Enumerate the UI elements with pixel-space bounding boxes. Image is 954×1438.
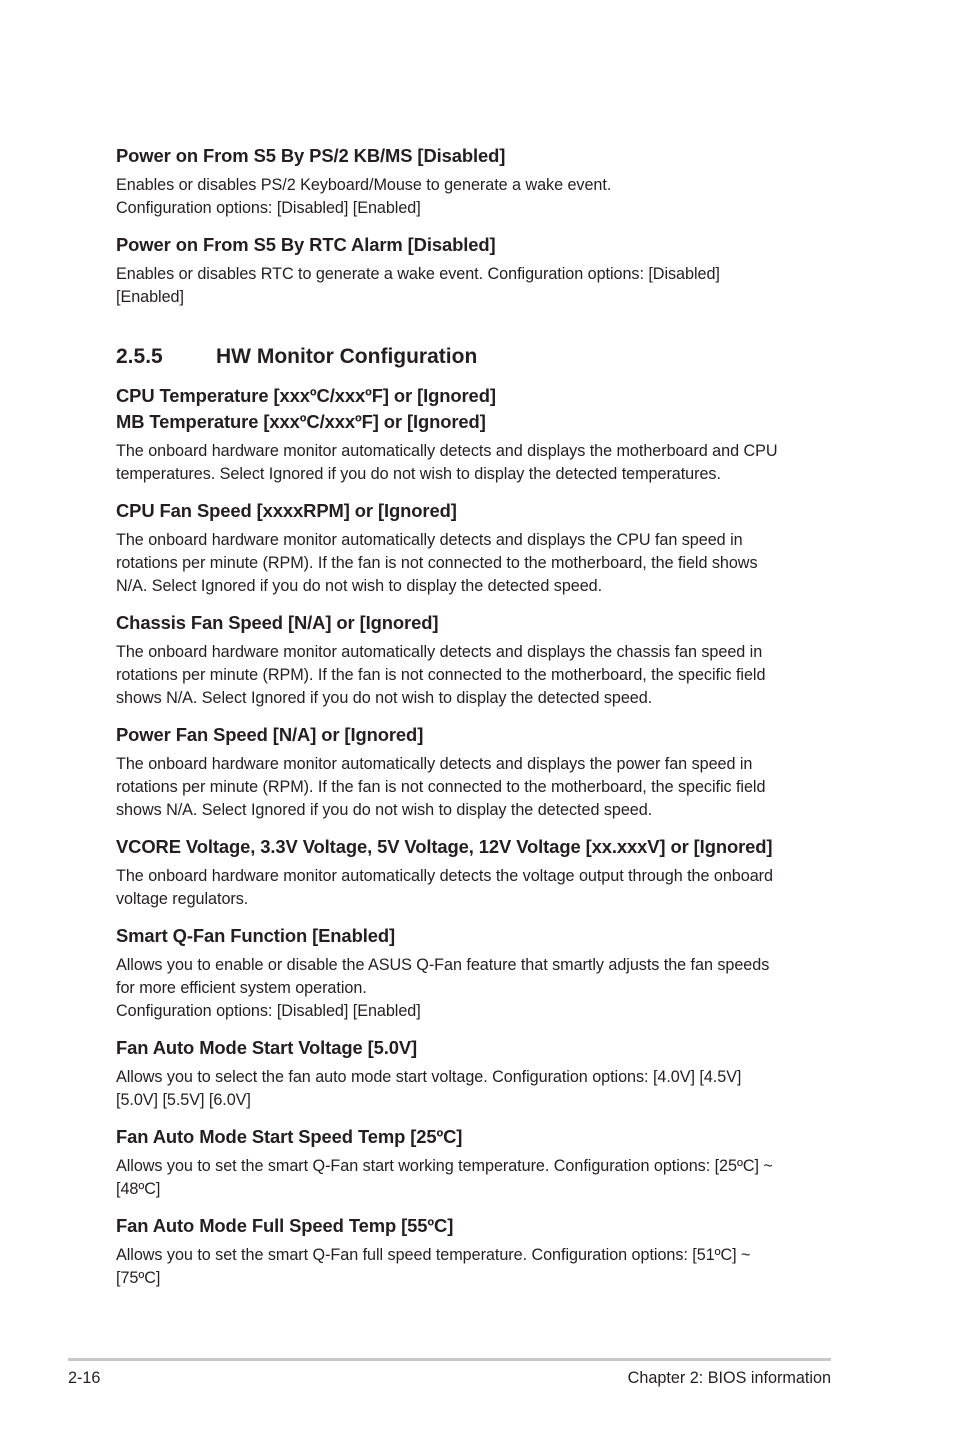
item-heading: Fan Auto Mode Start Speed Temp [25ºC] bbox=[116, 1126, 463, 1147]
item-heading: VCORE Voltage, 3.3V Voltage, 5V Voltage, 12V Voltage [xx.xxxV] or [Ignored] bbox=[116, 836, 773, 857]
page-content bbox=[116, 143, 832, 1290]
item-desc-line: The onboard hardware monitor automatically detects and displays the chassis fan speed in bbox=[116, 643, 763, 661]
item-desc-line: for more efficient system operation. bbox=[116, 979, 367, 997]
item-heading: CPU Temperature [xxxºC/xxxºF] or [Ignored] bbox=[116, 385, 496, 406]
item-desc-line: The onboard hardware monitor automatically detects and displays the power fan speed in bbox=[116, 755, 753, 773]
item-desc-line: Allows you to enable or disable the ASUS Q-Fan feature that smartly adjusts the fan speeds bbox=[116, 956, 770, 974]
item-desc-line: The onboard hardware monitor automatically detects and displays the motherboard and CPU bbox=[116, 442, 778, 460]
item-desc-line: shows N/A. Select Ignored if you do not wish to display the detected speed. bbox=[116, 801, 653, 819]
item-fan-full-temp bbox=[116, 1213, 832, 1290]
item-smart-qfan bbox=[116, 923, 832, 1023]
item-heading: Chassis Fan Speed [N/A] or [Ignored] bbox=[116, 612, 439, 633]
item-desc-line: [Enabled] bbox=[116, 288, 184, 306]
item-desc-line: [75ºC] bbox=[116, 1269, 161, 1287]
item-desc-line: Allows you to select the fan auto mode start voltage. Configuration options: [4.0V] [4.5V] bbox=[116, 1068, 742, 1086]
section-number: 2.5.5 bbox=[116, 345, 163, 368]
item-rtc-wake bbox=[116, 232, 832, 309]
item-desc-line: Allows you to set the smart Q-Fan start working temperature. Configuration options: [25ºC] ~ bbox=[116, 1157, 773, 1175]
item-heading: Fan Auto Mode Full Speed Temp [55ºC] bbox=[116, 1215, 454, 1236]
item-desc-line: Configuration options: [Disabled] [Enabled] bbox=[116, 1002, 421, 1020]
item-heading: Smart Q-Fan Function [Enabled] bbox=[116, 925, 395, 946]
section-title-text: HW Monitor Configuration bbox=[216, 345, 478, 368]
item-heading: Power Fan Speed [N/A] or [Ignored] bbox=[116, 724, 424, 745]
item-desc-line: shows N/A. Select Ignored if you do not wish to display the detected speed. bbox=[116, 689, 653, 707]
item-desc-line: [48ºC] bbox=[116, 1180, 161, 1198]
item-desc-line: [5.0V] [5.5V] [6.0V] bbox=[116, 1091, 251, 1109]
item-power-fan-speed bbox=[116, 722, 832, 822]
item-desc-line: rotations per minute (RPM). If the fan is not connected to the motherboard, the specific field bbox=[116, 778, 766, 796]
item-fan-start-voltage bbox=[116, 1035, 832, 1112]
item-desc-line: N/A. Select Ignored if you do not wish to display the detected speed. bbox=[116, 577, 603, 595]
item-desc-line: Enables or disables RTC to generate a wake event. Configuration options: [Disabled] bbox=[116, 265, 720, 283]
item-heading: Fan Auto Mode Start Voltage [5.0V] bbox=[116, 1037, 418, 1058]
item-desc-line: voltage regulators. bbox=[116, 890, 249, 908]
item-desc-line: rotations per minute (RPM). If the fan is not connected to the motherboard, the field shows bbox=[116, 554, 758, 572]
chapter-label: Chapter 2: BIOS information bbox=[627, 1369, 831, 1387]
item-temperatures bbox=[116, 383, 832, 486]
page-number: 2-16 bbox=[68, 1369, 101, 1387]
item-ps2-wake bbox=[116, 143, 832, 220]
item-cpu-fan-speed bbox=[116, 498, 832, 598]
item-desc-line: Configuration options: [Disabled] [Enabled] bbox=[116, 199, 421, 217]
item-heading: Power on From S5 By RTC Alarm [Disabled] bbox=[116, 234, 496, 255]
item-chassis-fan-speed bbox=[116, 610, 832, 710]
item-heading: Power on From S5 By PS/2 KB/MS [Disabled] bbox=[116, 145, 506, 166]
item-fan-start-temp bbox=[116, 1124, 832, 1201]
item-heading: MB Temperature [xxxºC/xxxºF] or [Ignored] bbox=[116, 411, 486, 432]
item-voltages bbox=[116, 834, 832, 911]
item-desc-line: rotations per minute (RPM). If the fan is not connected to the motherboard, the specific field bbox=[116, 666, 766, 684]
section-title bbox=[116, 343, 832, 371]
item-desc-line: The onboard hardware monitor automatically detects the voltage output through the onboard bbox=[116, 867, 773, 885]
item-heading: CPU Fan Speed [xxxxRPM] or [Ignored] bbox=[116, 500, 457, 521]
footer-divider bbox=[68, 1358, 831, 1361]
item-desc-line: Enables or disables PS/2 Keyboard/Mouse to generate a wake event. bbox=[116, 176, 612, 194]
item-desc-line: The onboard hardware monitor automatically detects and displays the CPU fan speed in bbox=[116, 531, 743, 549]
item-desc-line: temperatures. Select Ignored if you do not wish to display the detected temperatures. bbox=[116, 465, 721, 483]
item-desc-line: Allows you to set the smart Q-Fan full speed temperature. Configuration options: [51ºC] ~ bbox=[116, 1246, 751, 1264]
